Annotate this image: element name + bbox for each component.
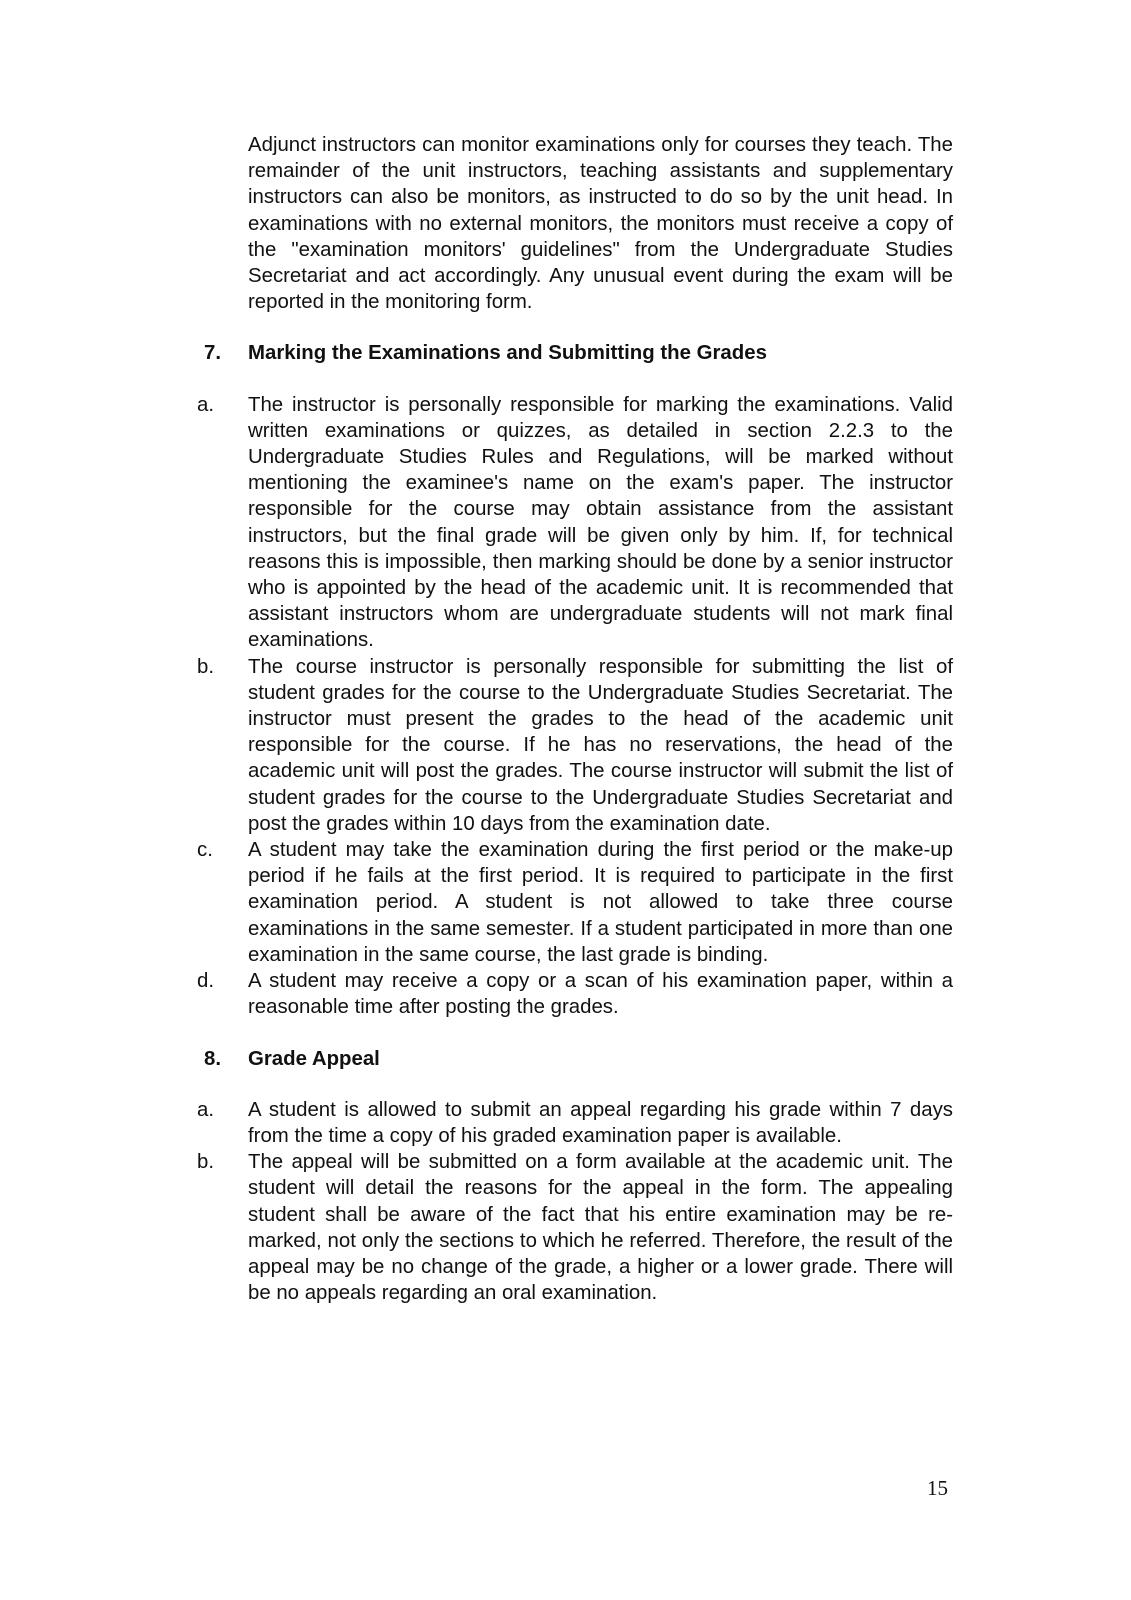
section-8-title: Grade Appeal xyxy=(248,1047,380,1070)
section-7-heading xyxy=(197,340,953,366)
section-7-item-a xyxy=(197,392,953,654)
list-marker: c. xyxy=(197,839,213,862)
section-8-number: 8. xyxy=(204,1047,222,1070)
section-7-item-b xyxy=(197,654,953,837)
list-item-text: A student may receive a copy or a scan of his examination paper, within a reasonable time after posting the grades. xyxy=(248,970,953,1019)
section-7-item-c xyxy=(197,837,953,968)
list-marker: a. xyxy=(197,1098,215,1121)
section-8-item-a xyxy=(197,1097,953,1149)
section-8-item-b xyxy=(197,1149,953,1306)
section-7-number: 7. xyxy=(204,342,222,365)
page-content xyxy=(197,132,953,1306)
list-item-text: A student is allowed to submit an appeal regarding his grade within 7 days from the time a copy of his graded examination paper is available. xyxy=(248,1098,953,1147)
section-8-heading xyxy=(197,1046,953,1072)
list-marker: a. xyxy=(197,393,215,416)
list-marker: d. xyxy=(197,970,215,993)
list-item-text: A student may take the examination during the first period or the make-up period if he fails at the first period. It is required to participate in the first examination period. A student is not allowed to take three course examinations in the same semester. If a student participated in more than one examination in the same course, the last grade is binding. xyxy=(248,839,953,966)
intro-paragraph: Adjunct instructors can monitor examinations only for courses they teach. The remainder of the unit instructors, teaching assistants and supplementary instructors can also be monitors, as instructed to do so by the unit head. In examinations with no external monitors, the monitors must receive a copy of the "examination monitors' guidelines" from the Undergraduate Studies Secretariat and act accordingly. Any unusual event during the exam will be reported in the monitoring form. xyxy=(248,134,953,314)
list-marker: b. xyxy=(197,655,215,678)
list-item-text: The instructor is personally responsible for marking the examinations. Valid written examinations or quizzes, as detailed in section 2.2.3 to the Undergraduate Studies Rules and Regulations, will be marked without mentioning the examinee's name on the exam's paper. The instructor responsible for the course may obtain assistance from the assistant instructors, but the final grade will be given only by him. If, for technical reasons this is impossible, then marking should be done by a senior instructor who is appointed by the head of the academic unit. It is recommended that assistant instructors whom are undergraduate students will not mark final examinations. xyxy=(248,393,953,652)
list-item-text: The course instructor is personally responsible for submitting the list of student grades for the course to the Undergraduate Studies Secretariat. The instructor must present the grades to the head of the academic unit responsible for the course. If he has no reservations, the head of the academic unit will post the grades. The course instructor will submit the list of student grades for the course to the Undergraduate Studies Secretariat and post the grades within 10 days from the examination date. xyxy=(248,655,953,835)
page-number: 15 xyxy=(927,1476,948,1500)
list-item-text: The appeal will be submitted on a form available at the academic unit. The student will detail the reasons for the appeal in the form. The appealing student shall be aware of the fact that his entire examination may be re-marked, not only the sections to which he referred. Therefore, the result of the appeal may be no change of the grade, a higher or a lower grade. There will be no appeals regarding an oral examination. xyxy=(248,1151,953,1305)
section-7-title: Marking the Examinations and Submitting the Grades xyxy=(248,342,767,365)
section-7-item-d xyxy=(197,968,953,1020)
list-marker: b. xyxy=(197,1151,215,1174)
